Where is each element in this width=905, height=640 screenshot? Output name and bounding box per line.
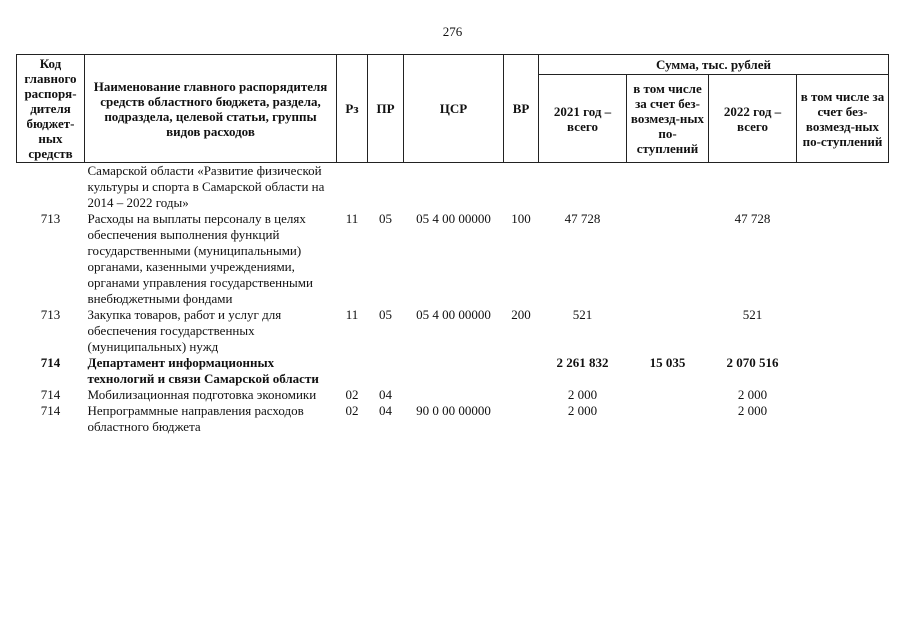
- cell-name: Департамент информационных технологий и связи Самарской области: [87, 355, 319, 386]
- header-csr: ЦСР: [404, 55, 504, 163]
- cell-pr: [368, 355, 404, 387]
- table-row: [17, 355, 889, 387]
- cell-rz: [337, 355, 368, 387]
- cell-code: 713: [40, 307, 61, 322]
- cell-2021-bez: 15 035: [649, 355, 686, 370]
- cell-2022-total: 2 000: [737, 387, 768, 402]
- page-number: 276: [442, 24, 463, 39]
- header-pr: ПР: [368, 55, 404, 163]
- header-rz: Рз: [337, 55, 368, 163]
- cell-rz: 02: [345, 403, 359, 418]
- header-2021-total: 2021 год – всего: [539, 75, 627, 163]
- cell-vr: 100: [511, 211, 531, 226]
- cell-2022-bez: [797, 211, 889, 307]
- header-vr: ВР: [504, 55, 539, 163]
- cell-2021-total: 47 728: [564, 211, 601, 226]
- cell-pr: 05: [379, 211, 392, 226]
- cell-code: 713: [40, 211, 61, 226]
- cell-pr: 05: [379, 307, 392, 322]
- cell-2022-total: 47 728: [734, 211, 771, 226]
- cell-2021-bez: [627, 403, 709, 435]
- cell-2022-total: 2 000: [737, 403, 768, 418]
- header-sum-group: Сумма, тыс. рублей: [539, 55, 889, 75]
- cell-vr: [504, 163, 539, 212]
- cell-vr: [504, 403, 539, 435]
- table-row: [17, 211, 889, 307]
- cell-code: 714: [40, 355, 61, 370]
- cell-2022-bez: [797, 403, 889, 435]
- cell-vr: 200: [511, 307, 531, 322]
- cell-rz: [337, 163, 368, 212]
- cell-pr: [368, 163, 404, 212]
- cell-name: Непрограммные направления расходов областного бюджета: [87, 403, 304, 434]
- cell-csr: [404, 387, 504, 403]
- cell-2022-total: 2 070 516: [726, 355, 779, 370]
- cell-csr: [404, 163, 504, 212]
- cell-rz: 11: [345, 211, 359, 226]
- cell-pr: 04: [379, 403, 392, 418]
- table-row: [17, 403, 889, 435]
- cell-code: 714: [40, 387, 61, 402]
- cell-2021-bez: [627, 387, 709, 403]
- table-body: [17, 163, 889, 436]
- cell-code: [17, 163, 85, 212]
- cell-vr: [504, 355, 539, 387]
- cell-2022-total: [709, 163, 797, 212]
- table-row: [17, 163, 889, 212]
- budget-table: [16, 54, 889, 435]
- table-header: [17, 55, 889, 163]
- cell-csr: 90 0 00 00000: [416, 403, 491, 418]
- table-row: [17, 307, 889, 355]
- cell-2021-total: 521: [572, 307, 593, 322]
- cell-2021-bez: [627, 211, 709, 307]
- cell-name: Мобилизационная подготовка экономики: [87, 387, 317, 402]
- cell-csr: 05 4 00 00000: [416, 211, 491, 226]
- cell-2022-bez: [797, 387, 889, 403]
- cell-code: 714: [40, 403, 61, 418]
- header-code: Код главного распоря-дителя бюджет-ных средств: [17, 55, 85, 163]
- cell-2021-total: 2 000: [567, 387, 598, 402]
- cell-csr: 05 4 00 00000: [416, 307, 491, 322]
- cell-rz: 11: [345, 307, 359, 322]
- cell-csr: [404, 355, 504, 387]
- header-2022-total: 2022 год – всего: [709, 75, 797, 163]
- cell-name: Расходы на выплаты персоналу в целях обеспечения выполнения функций государственными (муниципальными) органами, казенными учреждениями, органами управления государственными внебюджетными фондами: [87, 211, 313, 306]
- cell-2022-bez: [797, 355, 889, 387]
- header-name: Наименование главного распорядителя средств областного бюджета, раздела, подраздела, целевой статьи, группы видов расходов: [85, 55, 337, 163]
- cell-rz: 02: [345, 387, 359, 402]
- cell-name: Закупка товаров, работ и услуг для обеспечения государственных (муниципальных) нужд: [87, 307, 282, 354]
- cell-2021-total: [539, 163, 627, 212]
- cell-name: Самарской области «Развитие физической культуры и спорта в Самарской области на 2014 – 2022 годы»: [87, 163, 325, 210]
- cell-2021-bez: [627, 307, 709, 355]
- cell-2022-total: 521: [742, 307, 763, 322]
- cell-vr: [504, 387, 539, 403]
- header-2022-bez: в том числе за счет без-возмезд-ных по-ступлений: [797, 75, 889, 163]
- header-2021-bez: в том числе за счет без-возмезд-ных по-ступлений: [627, 75, 709, 163]
- cell-2021-bez: [627, 163, 709, 212]
- table-row: [17, 387, 889, 403]
- cell-2021-total: 2 261 832: [556, 355, 609, 370]
- cell-pr: 04: [379, 387, 392, 402]
- cell-2022-bez: [797, 307, 889, 355]
- cell-2022-bez: [797, 163, 889, 212]
- cell-2021-total: 2 000: [567, 403, 598, 418]
